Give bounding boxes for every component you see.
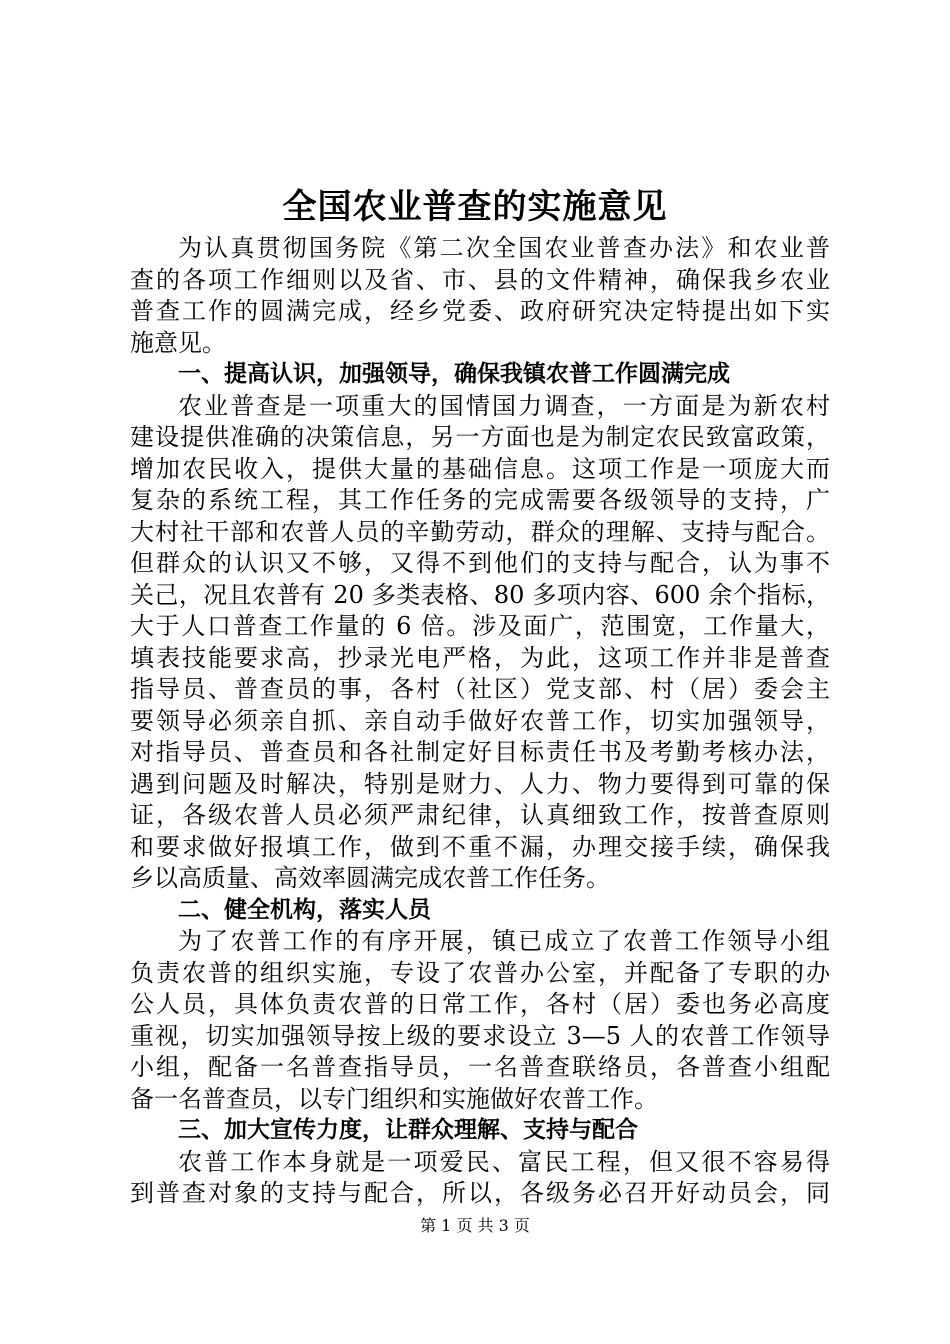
paragraph-line: 和要求做好报填工作，做到不重不漏，办理交接手续，确保我 [130, 832, 830, 861]
paragraph-line: 到普查对象的支持与配合，所以，各级务必召开好动员会，同 [130, 1179, 830, 1207]
paragraph-line: 遇到问题及时解决，特别是财力、人力、物力要得到可靠的保 [130, 769, 830, 798]
document-title: 全国农业普查的实施意见 [282, 187, 668, 227]
paragraph-line: 重视，切实加强领导按上级的要求设立 3—5 人的农普工作领导 [130, 1021, 830, 1050]
paragraph-line: 增加农民收入，提供大量的基础信息。这项工作是一项庞大而 [130, 454, 830, 483]
paragraph-line: 对指导员、普查员和各社制定好目标责任书及考勤考核办法， [130, 738, 830, 766]
section-heading: 三、加大宣传力度，让群众理解、支持与配合 [178, 1117, 638, 1143]
paragraph-line: 填表技能要求高，抄录光电严格，为此，这项工作并非是普查 [130, 643, 830, 672]
paragraph-line: 负责农普的组织实施，专设了农普办公室，并配备了专职的办 [130, 958, 830, 987]
paragraph-line: 查的各项工作细则以及省、市、县的文件精神，确保我乡农业 [130, 265, 830, 294]
paragraph-line: 复杂的系统工程，其工作任务的完成需要各级领导的支持，广 [130, 486, 830, 514]
page-footer: 第 1 页 共 3 页 [420, 1216, 530, 1235]
paragraph-line: 施意见。 [130, 328, 226, 357]
paragraph-line: 小组，配备一名普查指导员，一名普查联络员，各普查小组配 [130, 1053, 830, 1081]
paragraph-line: 备一名普查员，以专门组织和实施做好农普工作。 [130, 1084, 658, 1113]
section-heading: 一、提高认识，加强领导，确保我镇农普工作圆满完成 [178, 361, 730, 387]
paragraph-line: 普查工作的圆满完成，经乡党委、政府研究决定特提出如下实 [130, 297, 830, 325]
paragraph-line: 要领导必须亲自抓、亲自动手做好农普工作，切实加强领导， [130, 706, 830, 735]
paragraph-line: 为了农普工作的有序开展，镇已成立了农普工作领导小组 [178, 927, 830, 955]
paragraph-line: 指导员、普查员的事，各村（社区）党支部、村（居）委会主 [130, 675, 830, 703]
paragraph-line: 公人员，具体负责农普的日常工作，各村（居）委也务必高度 [130, 990, 830, 1018]
paragraph-line: 乡以高质量、高效率圆满完成农普工作任务。 [130, 864, 610, 892]
paragraph-line: 证，各级农普人员必须严肃纪律，认真细致工作，按普查原则 [130, 801, 830, 829]
document-body [130, 233, 830, 1210]
paragraph-line: 但群众的认识又不够，又得不到他们的支持与配合，认为事不 [130, 549, 830, 577]
paragraph-line: 关己，况且农普有 20 多类表格、80 多项内容、600 余个指标， [130, 580, 830, 609]
paragraph-line: 农业普查是一项重大的国情国力调查，一方面是为新农村 [178, 391, 830, 420]
paragraph-line: 为认真贯彻国务院《第二次全国农业普查办法》和农业普 [178, 234, 830, 262]
paragraph-line: 大于人口普查工作量的 6 倍。涉及面广，范围宽，工作量大， [130, 612, 830, 640]
paragraph-line: 建设提供准确的决策信息，另一方面也是为制定农民致富政策， [130, 423, 830, 451]
paragraph-line: 农普工作本身就是一项爱民、富民工程，但又很不容易得 [178, 1147, 830, 1176]
paragraph-line: 大村社干部和农普人员的辛勤劳动，群众的理解、支持与配合。 [130, 517, 830, 546]
section-heading: 二、健全机构，落实人员 [178, 896, 431, 923]
